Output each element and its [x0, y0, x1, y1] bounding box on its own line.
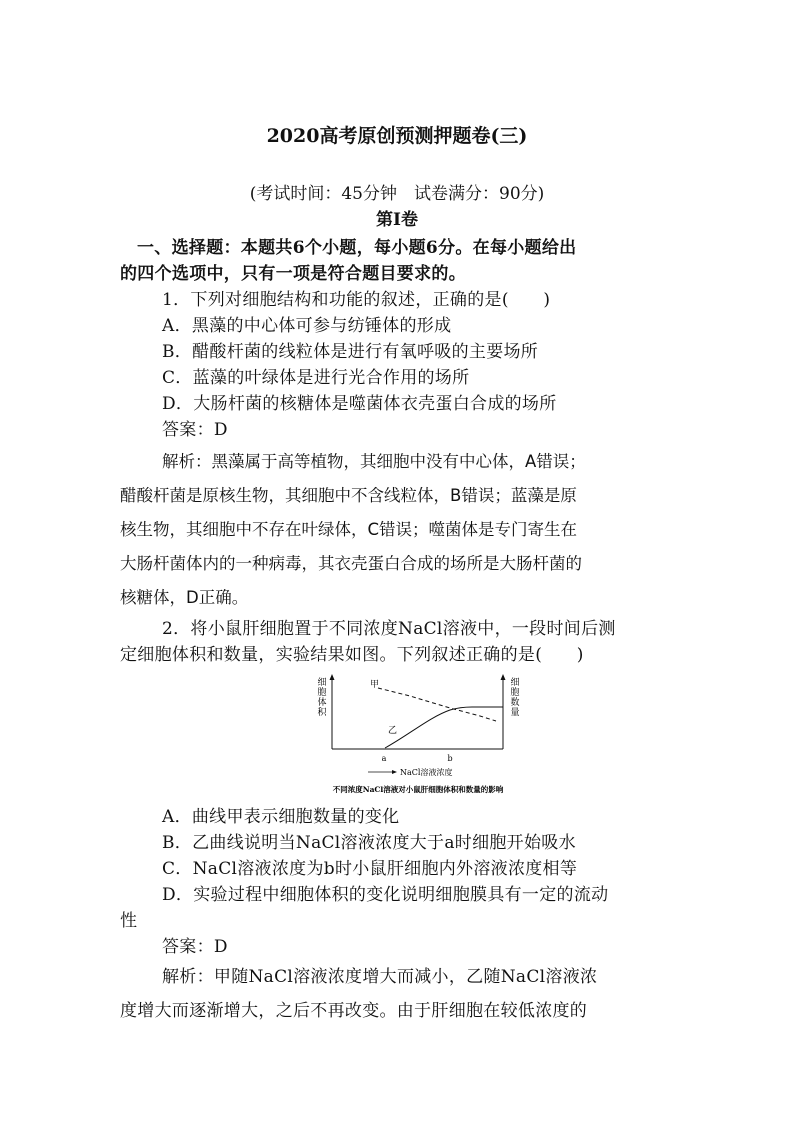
tick-a-label: a	[381, 754, 387, 763]
q1-explanation-line-1: 解析：黑藻属于高等植物，其细胞中没有中心体，A错误；	[162, 452, 586, 471]
q2-stem-line-2: 定细胞体积和数量，实验结果如图。下列叙述正确的是( )	[120, 645, 584, 665]
figure-caption: 不同浓度NaCl溶液对小鼠肝细胞体积和数量的影响	[332, 785, 504, 794]
q2-option-d: D．实验过程中细胞体积的变化说明细胞膜具有一定的流动	[162, 885, 609, 905]
curve-yi-label: 乙	[388, 726, 398, 736]
left-axis-label-char: 积	[317, 708, 327, 718]
section-intro-line-1: 一、选择题：本题共6个小题，每小题6分。在每小题给出	[137, 238, 577, 258]
left-axis-label-char: 细	[317, 678, 327, 688]
q2-option-a: A．曲线甲表示细胞数量的变化	[162, 807, 400, 827]
curve-yi	[385, 707, 503, 748]
section-intro-line-2: 的四个选项中，只有一项是符合题目要求的。	[120, 264, 466, 284]
left-axis-label-char: 体	[317, 698, 327, 708]
q2-answer: 答案：D	[162, 937, 228, 957]
q1-explanation-line-4: 大肠杆菌体内的一种病毒，其衣壳蛋白合成的场所是大肠杆菌的	[120, 554, 582, 573]
q1-answer: 答案：D	[162, 420, 228, 440]
q1-explanation-line-3: 核生物，其细胞中不存在叶绿体，C错误；噬菌体是专门寄生在	[120, 520, 578, 539]
q1-option-b: B．醋酸杆菌的线粒体是进行有氧呼吸的主要场所	[162, 342, 539, 362]
right-axis-label-char: 数	[510, 698, 520, 708]
right-axis-label-char: 细	[510, 678, 520, 688]
q2-figure	[300, 672, 540, 800]
right-axis-label-char: 胞	[510, 688, 520, 698]
right-axis-arrow	[501, 674, 506, 680]
x-axis-label: NaCl溶液浓度	[400, 768, 453, 777]
q2-option-d-wrap: 性	[120, 911, 138, 931]
q1-option-c: C．蓝藻的叶绿体是进行光合作用的场所	[162, 368, 470, 388]
q1-explanation-line-2: 醋酸杆菌是原核生物，其细胞中不含线粒体，B错误；蓝藻是原	[120, 486, 577, 505]
x-direction-arrow-head	[392, 770, 397, 774]
exam-info: (考试时间：45分钟 试卷满分：90分)	[249, 184, 545, 204]
q2-explanation-line-2: 度增大而逐渐增大，之后不再改变。由于肝细胞在较低浓度的	[120, 1001, 588, 1021]
q2-option-b: B．乙曲线说明当NaCl溶液浓度大于a时细胞开始吸水	[162, 833, 576, 853]
volume-heading: 第Ⅰ卷	[376, 210, 418, 230]
page-title: 2020高考原创预测押题卷(三)	[266, 125, 528, 147]
q1-option-d: D．大肠杆菌的核糖体是噬菌体衣壳蛋白合成的场所	[162, 394, 557, 414]
left-axis-arrow	[330, 674, 335, 680]
right-axis-label-char: 量	[510, 708, 520, 718]
q1-stem: 1．下列对细胞结构和功能的叙述，正确的是( )	[162, 290, 551, 310]
left-axis-label-char: 胞	[317, 688, 327, 698]
curve-jia-label: 甲	[370, 680, 380, 690]
q1-option-a: A．黑藻的中心体可参与纺锤体的形成	[162, 316, 452, 336]
tick-b-label: b	[447, 754, 453, 763]
q2-explanation-line-1: 解析：甲随NaCl溶液浓度增大而减小，乙随NaCl溶液浓	[162, 967, 598, 987]
q2-stem-line-1: 2．将小鼠肝细胞置于不同浓度NaCl溶液中，一段时间后测	[162, 619, 616, 639]
q2-option-c: C．NaCl溶液浓度为b时小鼠肝细胞内外溶液浓度相等	[162, 859, 578, 879]
q1-explanation-line-5: 核糖体，D正确。	[120, 588, 249, 607]
